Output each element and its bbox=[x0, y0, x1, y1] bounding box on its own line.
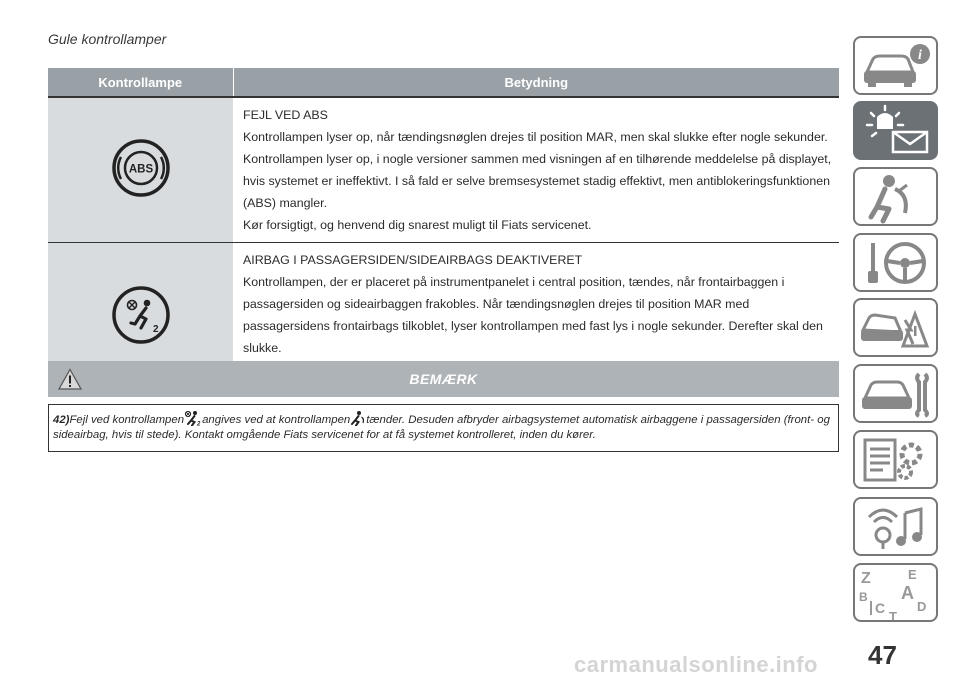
note-text bbox=[49, 405, 838, 443]
index-letter: B bbox=[859, 590, 868, 604]
alphabetical-index-icon bbox=[855, 565, 936, 620]
note-text-part3: tænder. Desuden afbryder airbagsystemet automatisk airbaggene i passagersiden (front- og sideairbag, hvis til stede). Kontakt omgående Fiats servicenet for at få systemet kontrolleret, inden du kører. bbox=[53, 414, 830, 441]
abs-paragraph-1: Kontrollampen lyser op, når tændingsnøglen drejes til position MAR, men skal slukke efter nogle sekunder. bbox=[243, 130, 828, 144]
table-header-row bbox=[48, 68, 839, 97]
airbag-paragraph-1: Kontrollampen, der er placeret på instrumentpanelet i central position, tændes, når frontairbaggen i passagersiden og sideairbaggen frakobles. Når tændingsnøglen drejes til position MAR med passagersidens frontairbags tilkoblet, lyser kontrollampen med fast lys i nogle sekunder. Derefter skal den slukke. bbox=[243, 275, 823, 355]
key-steering-wheel-icon bbox=[855, 235, 936, 290]
car-accident-icon bbox=[855, 300, 936, 355]
index-letter: T bbox=[889, 609, 897, 620]
index-letter: C bbox=[875, 600, 886, 616]
note-header bbox=[48, 361, 839, 397]
airbag-off-inline-icon bbox=[184, 410, 202, 426]
index-letter: E bbox=[908, 567, 917, 582]
sidebar-tab-technical-specs[interactable] bbox=[853, 430, 938, 489]
section-title: Gule kontrollamper bbox=[48, 31, 167, 47]
abs-title: FEJL VED ABS bbox=[243, 108, 328, 122]
sidebar-tab-safety[interactable] bbox=[853, 167, 938, 226]
index-letter: Z bbox=[861, 570, 871, 587]
abs-description bbox=[233, 97, 839, 243]
abs-icon-label: ABS bbox=[128, 163, 153, 175]
warning-light-table bbox=[48, 68, 839, 392]
note-text-part1: Fejl ved kontrollampen bbox=[69, 414, 185, 426]
note-text-part2: angives ved at kontrollampen bbox=[202, 414, 351, 426]
abs-icon-cell bbox=[48, 97, 233, 243]
page-number: 47 bbox=[868, 640, 897, 670]
note-box bbox=[48, 404, 839, 452]
sidebar-tab-starting-driving[interactable] bbox=[853, 233, 938, 292]
svg-text:i: i bbox=[918, 48, 922, 63]
column-header-kontrollampe: Kontrollampe bbox=[48, 68, 233, 97]
sidebar-tab-car-info[interactable] bbox=[853, 36, 938, 95]
warning-light-message-icon bbox=[855, 103, 936, 158]
specifications-gear-icon bbox=[855, 432, 936, 487]
table-row bbox=[48, 97, 839, 243]
multimedia-icon bbox=[855, 499, 936, 554]
watermark: carmanualsonline.info bbox=[574, 652, 818, 677]
sidebar-tab-emergency[interactable] bbox=[853, 298, 938, 357]
sidebar-tab-warning-lights[interactable] bbox=[853, 101, 938, 160]
column-header-betydning: Betydning bbox=[233, 68, 839, 97]
sidebar-tab-index[interactable] bbox=[853, 563, 938, 622]
airbag-title: AIRBAG I PASSAGERSIDEN/SIDEAIRBAGS DEAKTIVERET bbox=[243, 253, 583, 267]
abs-warning-icon bbox=[111, 138, 171, 198]
airbag-inline-icon bbox=[350, 410, 366, 426]
index-letter: A bbox=[901, 583, 914, 603]
sidebar-tab-multimedia[interactable] bbox=[853, 497, 938, 556]
sidebar-tab-maintenance[interactable] bbox=[853, 364, 938, 423]
abs-paragraph-2: Kontrollampen lyser op, i nogle versioner sammen med visningen af en tilhørende meddelelse på displayet, hvis systemet er ineffektivt. I så fald er selve bremsesystemet stadig effektivt, men antiblokeringsfunktionen (ABS) mangler. bbox=[243, 152, 832, 210]
car-maintenance-icon bbox=[855, 366, 936, 421]
svg-text:2: 2 bbox=[197, 421, 201, 426]
car-info-icon bbox=[855, 38, 936, 93]
passenger-airbag-off-icon bbox=[111, 285, 171, 345]
seat-airbag-icon bbox=[855, 169, 936, 224]
abs-paragraph-3: Kør forsigtigt, og henvend dig snarest muligt til Fiats servicenet. bbox=[243, 218, 592, 232]
note-number: 42) bbox=[53, 414, 70, 426]
note-title: BEMÆRK bbox=[409, 371, 478, 387]
index-letter: D bbox=[917, 599, 927, 614]
airbag-icon-label: 2 bbox=[152, 323, 159, 335]
